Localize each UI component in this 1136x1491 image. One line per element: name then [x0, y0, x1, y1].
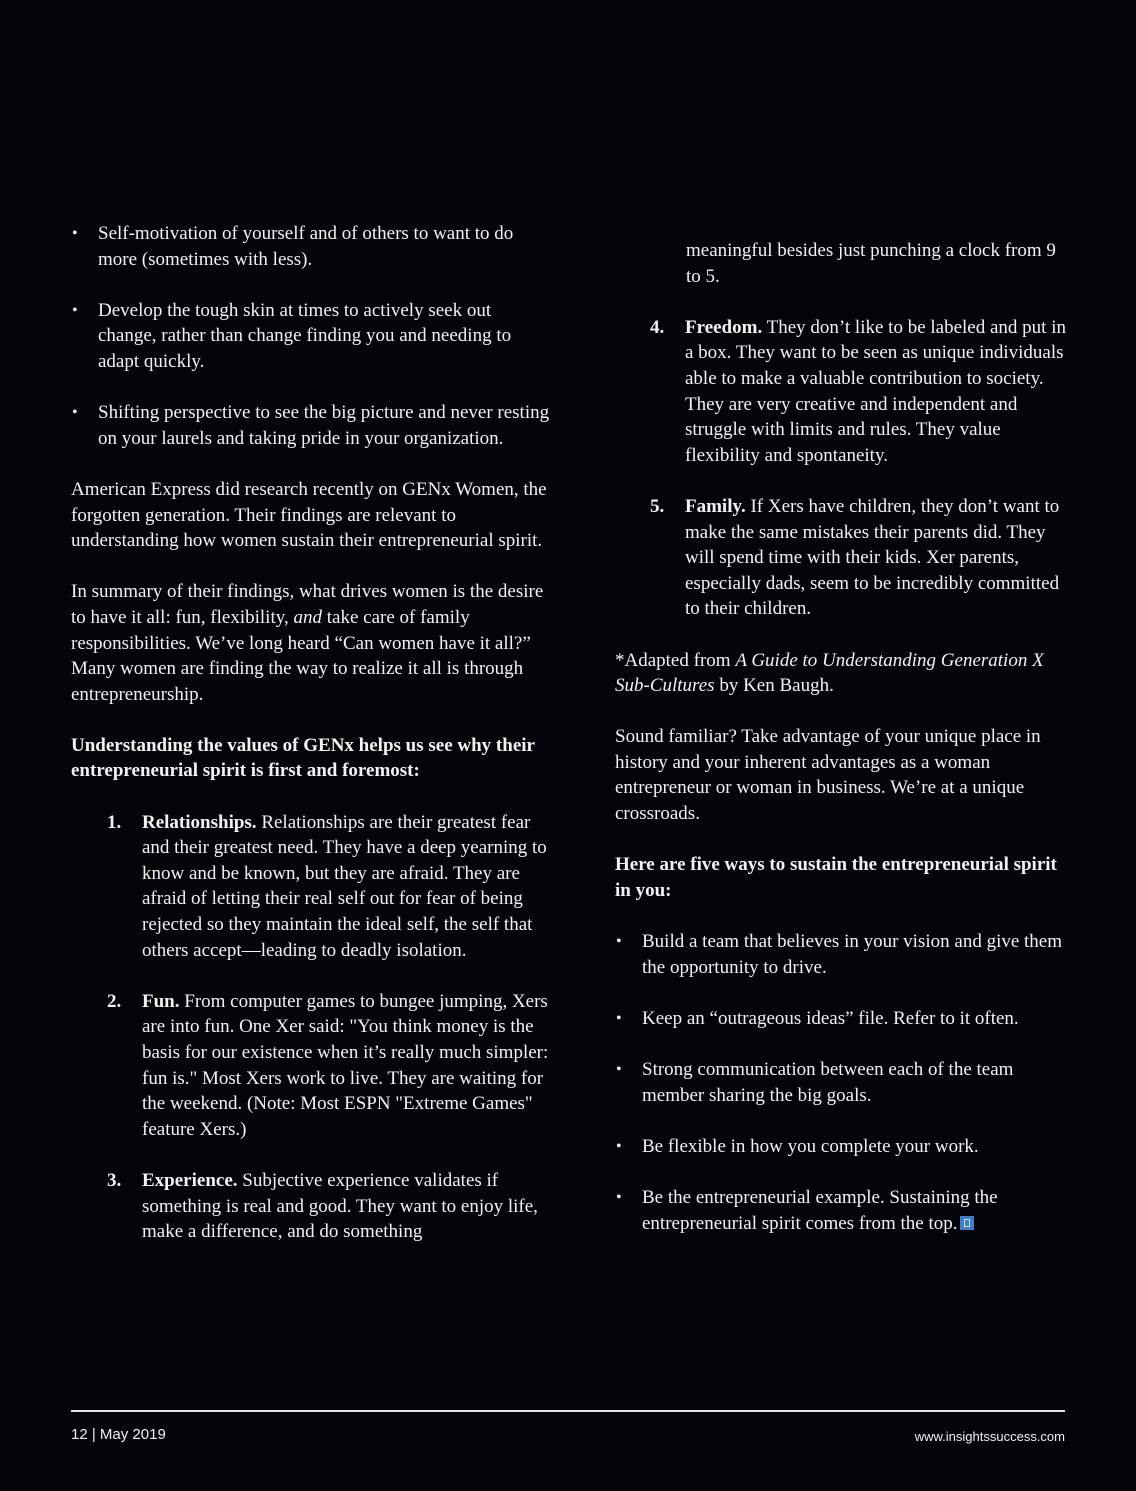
value-term: Relationships.	[142, 811, 257, 833]
value-number: 2.	[107, 990, 122, 1012]
last-bullet-text: Be the entrepreneurial example. Sustaining the entrepreneurial spirit comes from the top.	[642, 1186, 998, 1234]
five-ways-heading: Here are five ways to sustain the entrepreneurial spirit in you:	[615, 854, 1057, 901]
value-text: Subjective experience validates if something is real and good. They want to enjoy life, make a difference, and do something	[142, 1169, 538, 1243]
value-term: Fun.	[142, 990, 180, 1012]
bullet-item: • Develop the tough skin at times to actively seek out change, rather than change finding you and needing to adapt quickly.	[71, 298, 551, 375]
value-term: Family.	[685, 495, 746, 517]
citation-title: A Guide to Understanding Generation X Sub-Cultures	[615, 649, 1044, 697]
source-citation	[615, 648, 1067, 699]
value-item-experience	[107, 1168, 551, 1245]
bullet-item-last	[615, 1185, 1067, 1236]
value-item-freedom	[650, 315, 1067, 469]
genx-values-list-continued	[650, 315, 1067, 622]
value-text: From computer games to bungee jumping, Xers are into fun. One Xer said: "You think money is the basis for our existence when it’s really much simpler: fun is." Most Xers work to live. They are waiting for the weekend. (Note: Most ESPN "Extreme Games" feature Xers.)	[142, 990, 549, 1140]
amex-research-paragraph: American Express did research recently on GENx Women, the forgotten generation. Their findings are relevant to understanding how women sustain their entrepreneurial spirit.	[71, 478, 547, 552]
value-number: 4.	[650, 316, 665, 338]
bullet-item: • Self-motivation of yourself and of others to want to do more (sometimes with less).	[71, 221, 551, 272]
bullet-item: • Be flexible in how you complete your work.	[615, 1134, 1067, 1160]
value-number: 3.	[107, 1169, 122, 1191]
value-text: Relationships are their greatest fear and their greatest need. They have a deep yearning to know and be known, but they are afraid. They are afraid of letting their real self out for fear of being rejected so they maintain the ideal self, the self that others accept—leading to deadly isolation.	[142, 811, 547, 961]
sound-familiar-paragraph: Sound familiar? Take advantage of your unique place in history and your inherent advantages as a woman entrepreneur or woman in business. We’re at a unique crossroads.	[615, 726, 1041, 825]
value-text: If Xers have children, they don’t want to make the same mistakes their parents did. They will spend time with their kids. Xer parents, especially dads, seem to be incredibly committed to their children.	[685, 495, 1060, 620]
right-column	[615, 221, 1067, 1262]
findings-text-b: take care of family responsibilities. We’ve long heard “Can women have it all?” Many women are finding the way to realize it all is through entrepreneurship.	[71, 606, 531, 705]
left-column	[71, 221, 551, 1270]
citation-suffix: by Ken Baugh.	[714, 675, 834, 697]
value-number: 1.	[107, 811, 122, 833]
value-term: Freedom.	[685, 316, 763, 338]
genx-values-list	[107, 810, 551, 1245]
value-item-relationships	[107, 810, 551, 964]
bullet-item: • Build a team that believes in your vision and give them the opportunity to drive.	[615, 929, 1067, 980]
findings-summary-paragraph	[71, 579, 551, 707]
value-term: Experience.	[142, 1169, 238, 1191]
value-item-family	[650, 494, 1067, 622]
findings-text-a: In summary of their findings, what drives women is the desire to have it all: fun, flexibility,	[71, 581, 544, 628]
value-text: They don’t like to be labeled and put in a box. They want to be seen as unique individuals able to make a valuable contribution to society. They are very creative and independent and struggle with limits and rules. They value flexibility and spontaneity.	[685, 316, 1066, 466]
footer-website: www.insightssuccess.com	[914, 1429, 1065, 1444]
findings-emphasis: and	[293, 606, 322, 628]
citation-prefix: *Adapted from	[615, 649, 736, 671]
footer-page-info: 12 | May 2019	[71, 1426, 166, 1443]
experience-continuation: meaningful besides just punching a clock from 9 to 5.	[686, 240, 1056, 287]
value-item-fun	[107, 989, 551, 1143]
article-end-icon	[960, 1216, 974, 1230]
value-number: 5.	[650, 495, 665, 517]
bullet-item: • Shifting perspective to see the big picture and never resting on your laurels and taking pride in your organization.	[71, 400, 551, 451]
bullet-item: • Keep an “outrageous ideas” file. Refer to it often.	[615, 1006, 1067, 1032]
qualities-bullet-list	[71, 221, 551, 451]
five-ways-bullet-list	[615, 929, 1067, 1236]
footer-divider	[71, 1410, 1065, 1412]
genx-values-heading: Understanding the values of GENx helps us see why their entrepreneurial spirit is first and foremost:	[71, 734, 535, 782]
bullet-item: • Strong communication between each of the team member sharing the big goals.	[615, 1057, 1067, 1108]
